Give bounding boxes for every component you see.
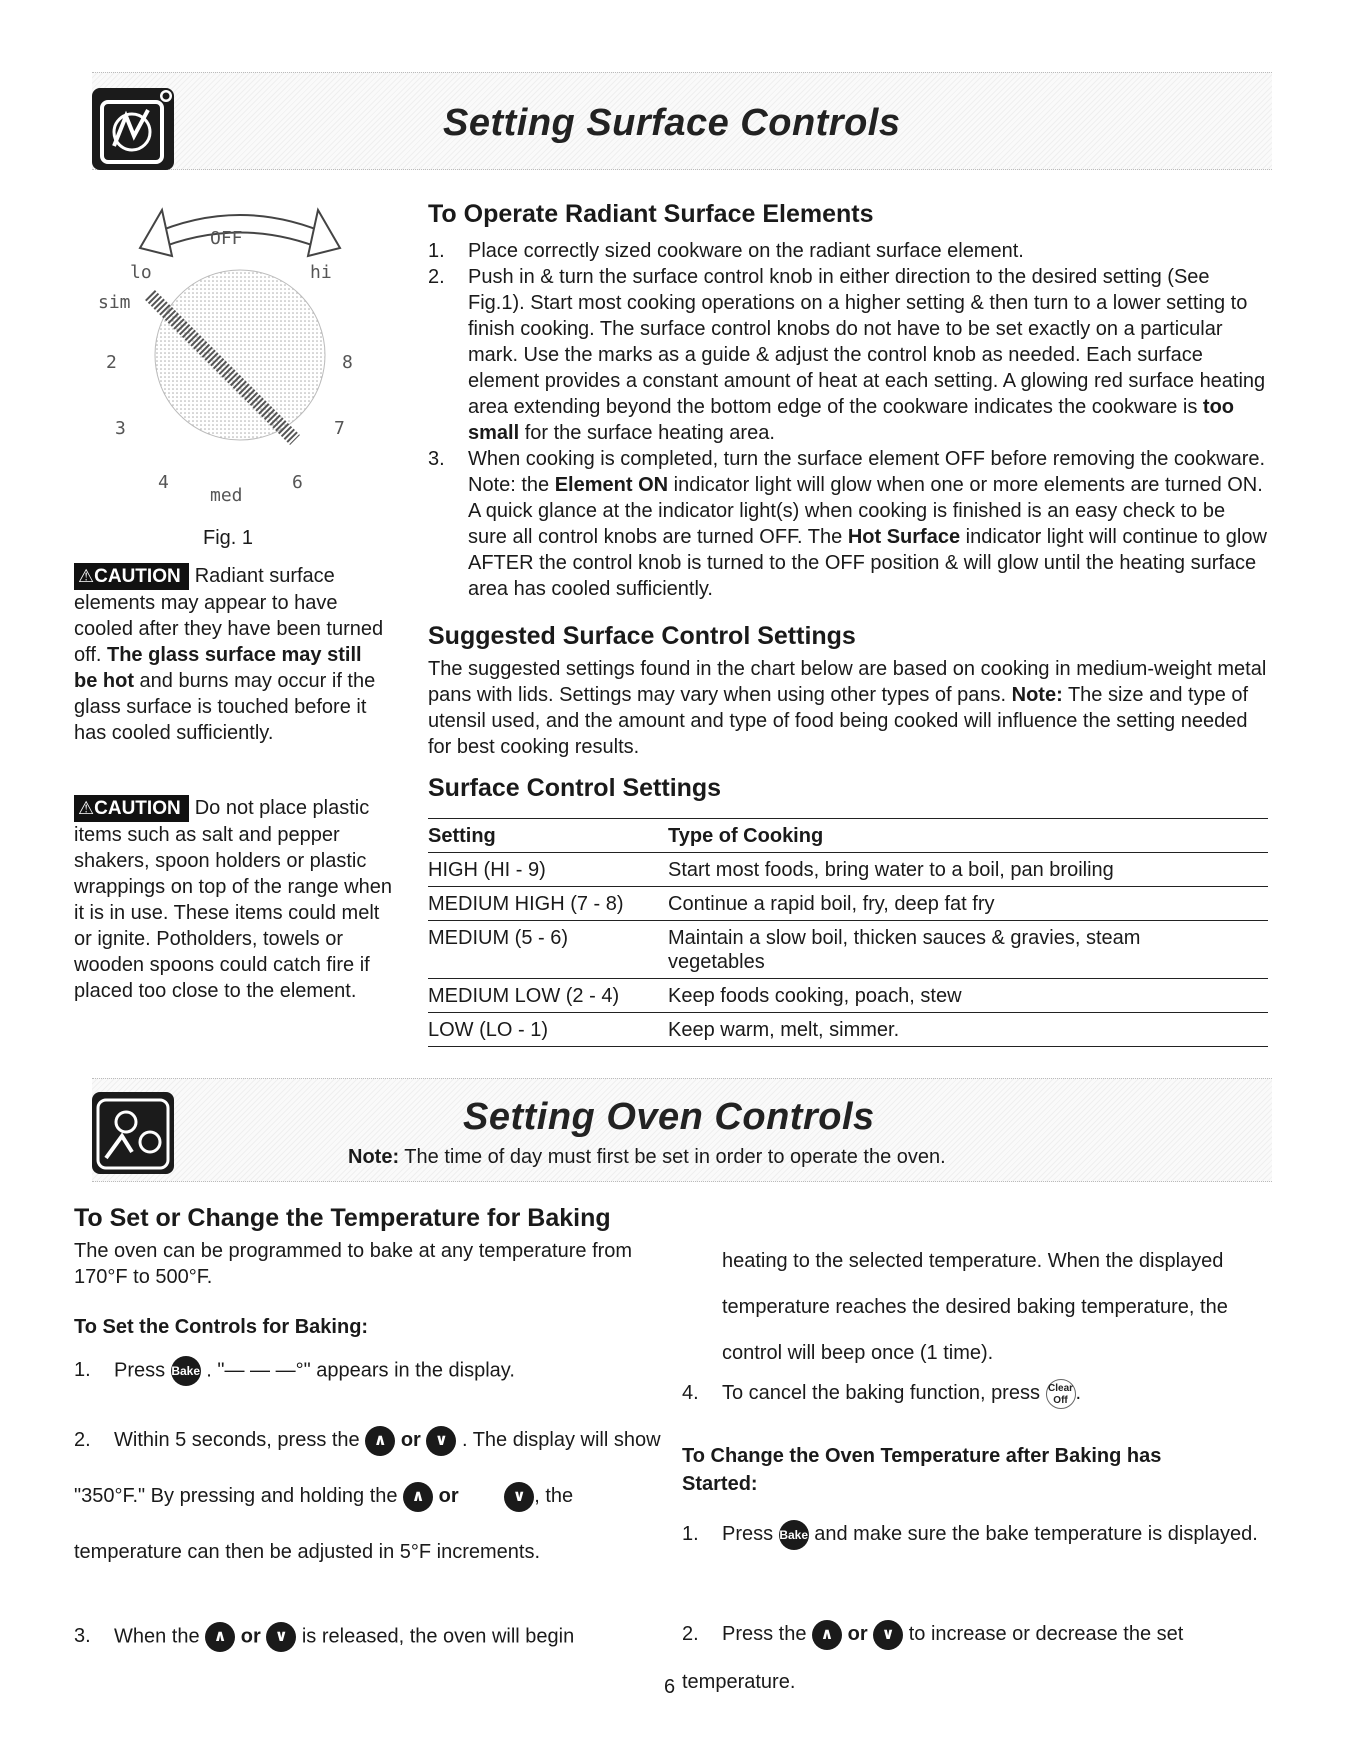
bake-button-icon: Bake — [171, 1356, 201, 1386]
table-row — [428, 887, 1268, 921]
table-cell-setting: HIGH (HI - 9) — [428, 853, 668, 887]
dial-label-3: 3 — [115, 418, 126, 439]
or-text: or — [847, 1623, 868, 1645]
up-arrow-button-icon: ∧ — [403, 1482, 433, 1512]
step-number: 3. — [74, 1625, 91, 1648]
surface-dial-figure — [80, 200, 400, 506]
bake-button-icon: Bake — [779, 1520, 809, 1550]
operate-steps — [428, 238, 1268, 602]
bake-step-4 — [682, 1378, 1282, 1409]
step-text: and make sure the bake temperature is displayed. — [814, 1523, 1258, 1545]
step-text: Press — [114, 1359, 166, 1382]
up-arrow-button-icon: ∧ — [812, 1620, 842, 1650]
dial-label-4: 4 — [158, 472, 169, 493]
temp-title: To Set or Change the Temperature for Baking — [74, 1204, 611, 1232]
dial-label-6: 6 — [292, 472, 303, 493]
dial-label-7: 7 — [334, 418, 345, 439]
off-label: Off — [1053, 1394, 1068, 1406]
dial-label-8: 8 — [342, 352, 353, 373]
step-text: When cooking is completed, turn the surface element OFF before removing the cookware. Note: the — [468, 448, 1266, 496]
step-number: 3. — [428, 448, 445, 470]
dial-label-sim: sim — [98, 292, 131, 313]
or-text: or — [400, 1429, 421, 1451]
operate-title: To Operate Radiant Surface Elements — [428, 200, 874, 228]
table-title: Surface Control Settings — [428, 774, 722, 802]
suggested-text-b: The size and type of utensil used, and the amount and type of food being cooked will influence the setting needed for best cooking results. — [428, 684, 1249, 758]
caution-1-text-b: and burns may occur if the glass surface is touched before it has cooled sufficiently. — [74, 670, 376, 744]
table-cell-setting: MEDIUM HIGH (7 - 8) — [428, 887, 668, 921]
step-bold: Hot Surface — [847, 526, 961, 548]
step-text: indicator light will continue to glow AFTER the control knob is turned to the OFF position & will glow until the heating surface area has cooled sufficiently. — [468, 526, 1267, 600]
step-text: . — [1075, 1382, 1082, 1404]
dial-label-med: med — [210, 485, 243, 506]
dial-label-lo: lo — [130, 262, 152, 283]
step-text: . "— — —°" appears in the display. — [206, 1359, 515, 1382]
step-number: 2. — [428, 266, 445, 288]
step-number: 1. — [682, 1523, 699, 1545]
bake-step-1 — [74, 1356, 674, 1386]
step-text: To cancel the baking function, press — [722, 1382, 1040, 1404]
step-text: indicator light will glow when one or more elements are turned ON. A quick glance at the indicator light(s) when cooking is finished is an easy check to be sure all control knobs are turned OFF. The — [468, 474, 1263, 548]
oven-note — [348, 1144, 946, 1170]
step-text: Press — [722, 1523, 774, 1545]
step-text: Within 5 seconds, press the — [114, 1429, 360, 1451]
fig-caption: Fig. 1 — [203, 527, 254, 549]
table-row — [428, 1013, 1268, 1047]
caution-1-bold: The glass surface may still be hot — [74, 644, 362, 692]
table-cell-setting: LOW (LO - 1) — [428, 1013, 668, 1047]
down-arrow-button-icon: ∨ — [426, 1426, 456, 1456]
operate-step-3 — [428, 446, 1268, 602]
cooktop-icon-graphic — [92, 88, 174, 170]
clear-off-button-icon — [1046, 1379, 1076, 1409]
caution-badge-1-label: CAUTION — [94, 566, 181, 587]
dial-label-2: 2 — [106, 352, 117, 373]
dial-label-off: OFF — [210, 228, 243, 249]
step-text: When the — [114, 1625, 200, 1648]
change-step-1 — [682, 1510, 1282, 1558]
step-bold: too small — [468, 396, 1235, 444]
set-controls-title: To Set the Controls for Baking: — [74, 1316, 369, 1338]
step-number: 4. — [682, 1382, 699, 1404]
change-title: To Change the Oven Temperature after Baking has Started: — [682, 1445, 1162, 1495]
operate-step-2 — [428, 264, 1268, 446]
table-header-row — [428, 819, 1268, 853]
table-cell-type: Keep warm, melt, simmer. — [668, 1013, 1268, 1047]
step-3-text: is released, the oven will begin — [301, 1625, 575, 1648]
down-arrow-button-icon: ∨ — [873, 1620, 903, 1650]
up-arrow-button-icon: ∧ — [205, 1622, 235, 1652]
suggested-text-a: The suggested settings found in the chart below are based on cooking in medium-weight metal pans with lids. Settings may vary when using other types of pans. — [428, 658, 1267, 706]
page-number: 6 — [664, 1676, 676, 1698]
surface-settings-table — [428, 818, 1268, 1047]
table-cell-type: Start most foods, bring water to a boil, pan broiling — [668, 853, 1268, 887]
change-step-2 — [682, 1610, 1282, 1706]
bake-step-3-continued: heating to the selected temperature. When the displayed temperature reaches the desired baking temperature, the control will beep once (1 time). — [722, 1250, 1228, 1364]
step-number: 2. — [682, 1623, 699, 1645]
bake-step-2 — [74, 1412, 674, 1580]
suggested-note-label: Note: — [1011, 684, 1063, 706]
table-cell-setting: MEDIUM (5 - 6) — [428, 921, 668, 979]
step-text: , the temperature can then be adjusted in 5°F increments. — [74, 1485, 574, 1563]
or-text: or — [438, 1485, 459, 1507]
oven-note-label: Note: — [348, 1146, 400, 1168]
caution-badge-2-label: CAUTION — [94, 798, 181, 819]
step-text: Press the — [722, 1623, 807, 1645]
col-header-setting: Setting — [428, 819, 668, 853]
step-text: for the surface heating area. — [519, 422, 775, 444]
col-header-type: Type of Cooking — [668, 819, 1268, 853]
caution-block-2 — [74, 795, 394, 1004]
step-text: . The display will show "350°F." By pressing and holding the — [74, 1429, 661, 1507]
step-number: 1. — [74, 1359, 91, 1382]
table-cell-type: Continue a rapid boil, fry, deep fat fry — [668, 887, 1268, 921]
table-cell-type: Maintain a slow boil, thicken sauces & gravies, steam vegetables — [668, 921, 1268, 979]
or-text: or — [240, 1625, 261, 1648]
oven-icon-graphic — [92, 1092, 174, 1174]
warning-icon: ⚠ — [78, 798, 95, 818]
step-bold: Element ON — [554, 474, 669, 496]
down-arrow-button-icon: ∨ — [504, 1482, 534, 1512]
bake-step-3 — [74, 1622, 674, 1652]
oven-banner-title: Setting Oven Controls — [463, 1096, 875, 1138]
step-text: Push in & turn the surface control knob in either direction to the desired setting (See Fig.1). Start most cooking operations on a higher setting & then turn to a lower setting to finish cooking. The surface control knobs do not have to be set exactly on a particular mark. Use the marks as a guide & adjust the control knob as needed. Each surface element provides a constant amount of heat at each setting. A glowing red surface heating area extending beyond the bottom edge of the cookware indicates the cookware is — [468, 266, 1266, 418]
up-arrow-button-icon: ∧ — [365, 1426, 395, 1456]
cooktop-icon — [92, 88, 174, 170]
caution-badge-1 — [74, 563, 189, 590]
table-cell-setting: MEDIUM LOW (2 - 4) — [428, 979, 668, 1013]
suggested-text — [428, 656, 1268, 760]
oven-note-text: The time of day must first be set in order to operate the oven. — [399, 1146, 946, 1168]
operate-step-1 — [428, 238, 1268, 264]
caution-badge-2 — [74, 795, 189, 822]
clear-label: Clear — [1048, 1382, 1074, 1394]
temp-intro: The oven can be programmed to bake at any temperature from 170°F to 500°F. — [74, 1240, 633, 1288]
table-row — [428, 853, 1268, 887]
caution-1-text-a: Radiant surface elements may appear to have cooled after they have been turned off. — [74, 565, 384, 666]
down-arrow-button-icon: ∨ — [266, 1622, 296, 1652]
dial-label-hi: hi — [310, 262, 332, 283]
step-number: 1. — [428, 240, 445, 262]
oven-icon — [92, 1092, 174, 1174]
step-text: to increase or decrease the set temperature. — [682, 1623, 1184, 1693]
table-row — [428, 979, 1268, 1013]
step-number: 2. — [74, 1429, 91, 1451]
table-cell-type: Keep foods cooking, poach, stew — [668, 979, 1268, 1013]
warning-icon: ⚠ — [78, 566, 95, 586]
table-row — [428, 921, 1268, 979]
caution-2-text: Do not place plastic items such as salt and pepper shakers, spoon holders or plastic wrappings on top of the range when it is in use. These items could melt or ignite. Potholders, towels or wooden spoons could catch fire if placed too close to the element. — [74, 797, 392, 1002]
surface-banner-title: Setting Surface Controls — [443, 102, 901, 144]
suggested-title: Suggested Surface Control Settings — [428, 622, 856, 650]
caution-block-1 — [74, 563, 384, 746]
step-text: Place correctly sized cookware on the radiant surface element. — [468, 240, 1024, 262]
